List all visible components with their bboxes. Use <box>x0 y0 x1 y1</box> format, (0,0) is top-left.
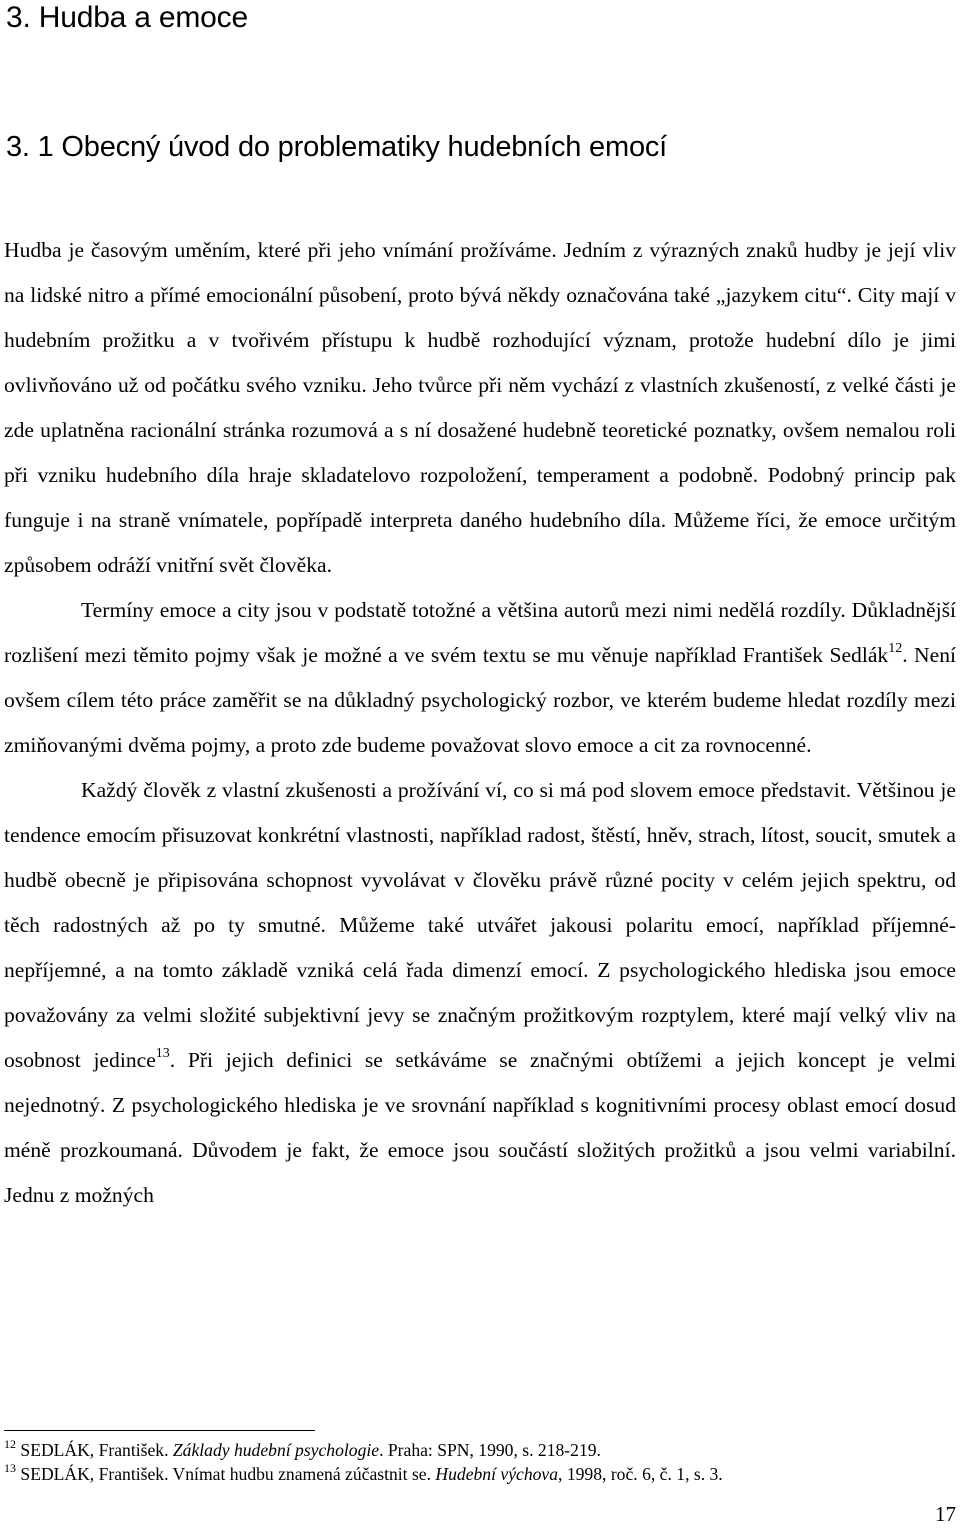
paragraph-text: . Není ovšem cílem této práce zaměřit se na důkladný psychologický rozbor, ve kterém budeme hledat rozdíly mezi zmiňovanými dvěma pojmy, a proto zde budeme považovat slovo emoce a cit za rovnocenné. <box>4 643 956 757</box>
footnote-13 <box>4 1462 956 1486</box>
footnote-title: Základy hudební psychologie <box>172 1440 380 1460</box>
footnote-details: . Praha: SPN, 1990, s. 218-219. <box>379 1440 601 1460</box>
footnote-author: SEDLÁK, František. <box>20 1440 173 1460</box>
paragraph-text: Hudba je časovým uměním, které při jeho vnímání prožíváme. Jedním z výrazných znaků hudby je její vliv na lidské nitro a přímé emocionální působení, proto bývá někdy označována také „jazykem citu“. City mají v hudebním prožitku a v tvořivém přístupu k hudbě rozhodující význam, protože hudební dílo je jimi ovlivňováno už od počátku svého vzniku. Jeho tvůrce při něm vychází z vlastních zkušeností, z velké části je zde uplatněna racionální stránka rozumová a s ní dosažené hudebně teoretické poznatky, ovšem nemalou roli při vzniku hudebního díla hraje skladatelovo rozpoložení, temperament a podobně. Podobný princip pak funguje i na straně vnímatele, popřípadě interpreta daného hudebního díla. Můžeme říci, že emoce určitým způsobem odráží vnitřní svět člověka. <box>4 238 956 577</box>
footnotes <box>4 1438 956 1486</box>
body-text <box>4 228 956 1218</box>
footnote-number: 12 <box>4 1437 16 1451</box>
section-title: 3. 1 Obecný úvod do problematiky hudebních emocí <box>6 131 668 163</box>
footnote-author: SEDLÁK, František. Vnímat hudbu znamená zúčastnit se. <box>20 1464 436 1484</box>
footnote-details: , 1998, roč. 6, č. 1, s. 3. <box>558 1464 723 1484</box>
page-number: 17 <box>935 1502 956 1526</box>
footnote-number: 13 <box>4 1461 16 1475</box>
footnote-title: Hudební výchova <box>435 1464 559 1484</box>
paragraph-1 <box>4 228 956 588</box>
paragraph-2 <box>4 588 956 768</box>
paragraph-text: Termíny emoce a city jsou v podstatě totožné a většina autorů mezi nimi nedělá rozdíly. Důkladnější rozlišení mezi těmito pojmy však je možné a ve svém textu se mu věnuje například František Sedlák <box>4 598 956 667</box>
footnote-ref-13[interactable]: 13 <box>155 1046 170 1061</box>
paragraph-3 <box>4 768 956 1218</box>
footnote-12 <box>4 1438 956 1462</box>
paragraph-text: Každý člověk z vlastní zkušenosti a prožívání ví, co si má pod slovem emoce představit. Většinou je tendence emocím přisuzovat konkrétní vlastnosti, například radost, štěstí, hněv, strach, lítost, soucit, smutek a hudbě obecně je připisována schopnost vyvolávat v člověku právě různé pocity v celém jejich spektru, od těch radostných až po ty smutné. Můžeme také utvářet jakousi polaritu emocí, například příjemné-nepříjemné, a na tomto základě vzniká celá řada dimenzí emocí. Z psychologického hlediska jsou emoce považovány za velmi složité subjektivní jevy se značným prožitkovým rozptylem, které mají velký vliv na osobnost jedince <box>4 778 956 1072</box>
footnote-ref-12[interactable]: 12 <box>888 641 903 656</box>
footnote-separator <box>4 1430 315 1431</box>
chapter-title: 3. Hudba a emoce <box>6 1 248 34</box>
paragraph-text: . Při jejich definici se setkáváme se značnými obtížemi a jejich koncept je velmi nejednotný. Z psychologického hlediska je ve srovnání například s kognitivními procesy oblast emocí dosud méně prozkoumaná. Důvodem je fakt, že emoce jsou součástí složitých prožitků a jsou velmi variabilní. Jednu z možných <box>4 1048 956 1207</box>
